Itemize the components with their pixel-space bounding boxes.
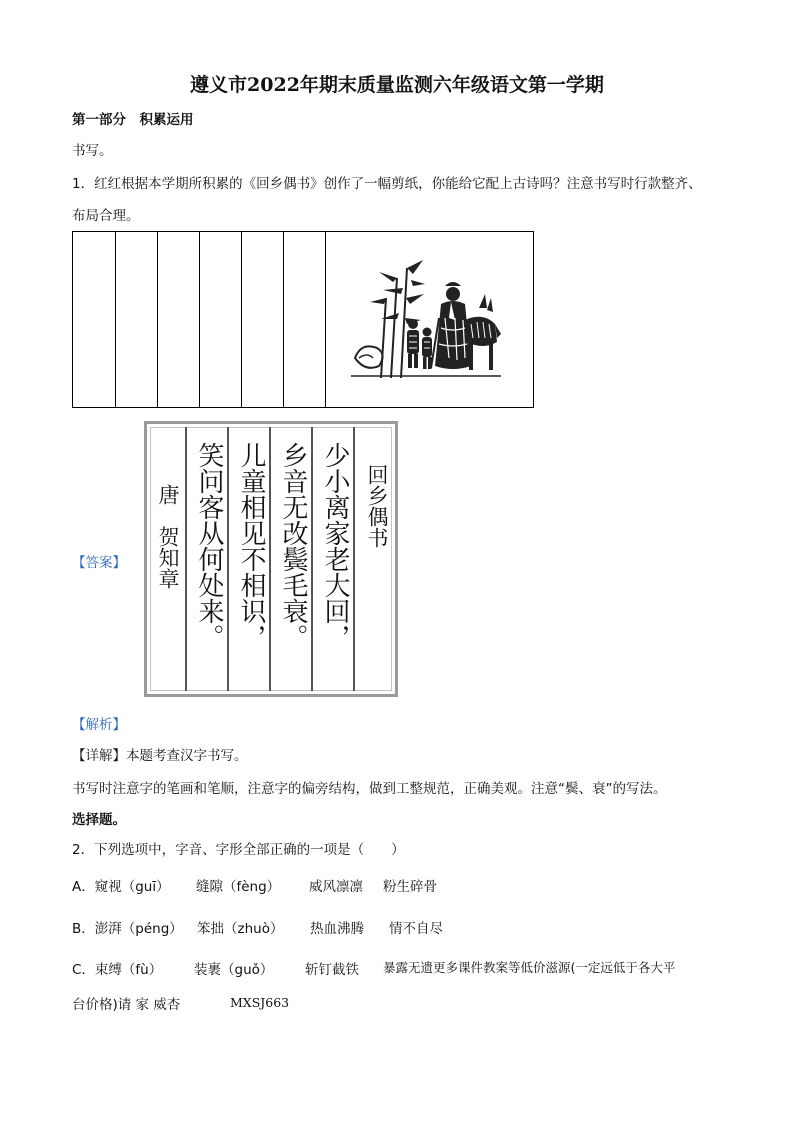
grid-line xyxy=(199,232,200,407)
option-c-item-2: 装裹（guǒ） xyxy=(194,962,274,978)
option-c-item-3: 斩钉截铁 xyxy=(305,962,359,978)
sub-heading-writing: 书写。 xyxy=(72,143,113,159)
poem-line-2: 乡音无改鬓毛衰。 xyxy=(278,442,308,650)
grid-line xyxy=(157,232,158,407)
option-b-item-2: 笨拙（zhuò） xyxy=(197,921,284,937)
option-b-item-3: 热血沸腾 xyxy=(310,921,364,937)
detail-body: 书写时注意字的笔画和笔顺，注意字的偏旁结构，做到工整规范，正确美观。注意“鬓、衰”的写法。 xyxy=(72,781,667,797)
poem-calligraphy-card xyxy=(144,421,398,697)
poem-author: 唐 贺知章 xyxy=(156,484,180,589)
watermark-code: MXSJ663 xyxy=(230,995,290,1010)
grid-line xyxy=(325,232,326,407)
option-a-item-4: 粉生碎骨 xyxy=(383,879,437,895)
writing-grid xyxy=(72,231,534,408)
document-title: 遵义市2022年期末质量监测六年级语文第一学期 xyxy=(190,74,604,96)
section-choice-heading: 选择题。 xyxy=(72,812,126,828)
option-a-item-3: 威风凛凛 xyxy=(309,879,363,895)
answer-label: 【答案】 xyxy=(72,555,126,571)
option-b-item-4: 情不自尽 xyxy=(389,921,443,937)
question-1-line-2: 布局合理。 xyxy=(72,208,140,224)
poem-line-1: 少小离家老大回， xyxy=(320,442,350,650)
grid-line xyxy=(115,232,116,407)
poem-title: 回乡偶书 xyxy=(365,464,389,548)
grid-line xyxy=(283,232,284,407)
poem-line-3: 儿童相见不相识， xyxy=(236,442,266,650)
option-a-item-2: 缝隙（fèng） xyxy=(196,879,281,895)
grid-line xyxy=(241,232,242,407)
poem-line-4: 笑问客从何处来。 xyxy=(194,442,224,650)
option-c-line-2: 台价格)请 家 威杏 xyxy=(72,997,181,1013)
option-c-item-4: 暴露无遗更多课件教案等低价滋源(一定远低于各大平 xyxy=(383,960,676,975)
option-a-item-1: A．窥视（guī） xyxy=(72,879,170,895)
option-c-item-1: C．束缚（fù） xyxy=(72,962,163,978)
option-b-item-1: B．澎湃（péng） xyxy=(72,921,183,937)
papercut-illustration xyxy=(351,258,501,386)
analysis-label: 【解析】 xyxy=(72,717,126,733)
question-2-stem: 2．下列选项中，字音、字形全部正确的一项是（ ） xyxy=(72,842,405,858)
section-heading: 第一部分 积累运用 xyxy=(72,112,194,128)
detail-line: 【详解】本题考查汉字书写。 xyxy=(72,748,248,764)
question-1-line-1: 1．红红根据本学期所积累的《回乡偶书》创作了一幅剪纸，你能给它配上古诗吗？注意书写时行款整齐、 xyxy=(72,176,702,192)
